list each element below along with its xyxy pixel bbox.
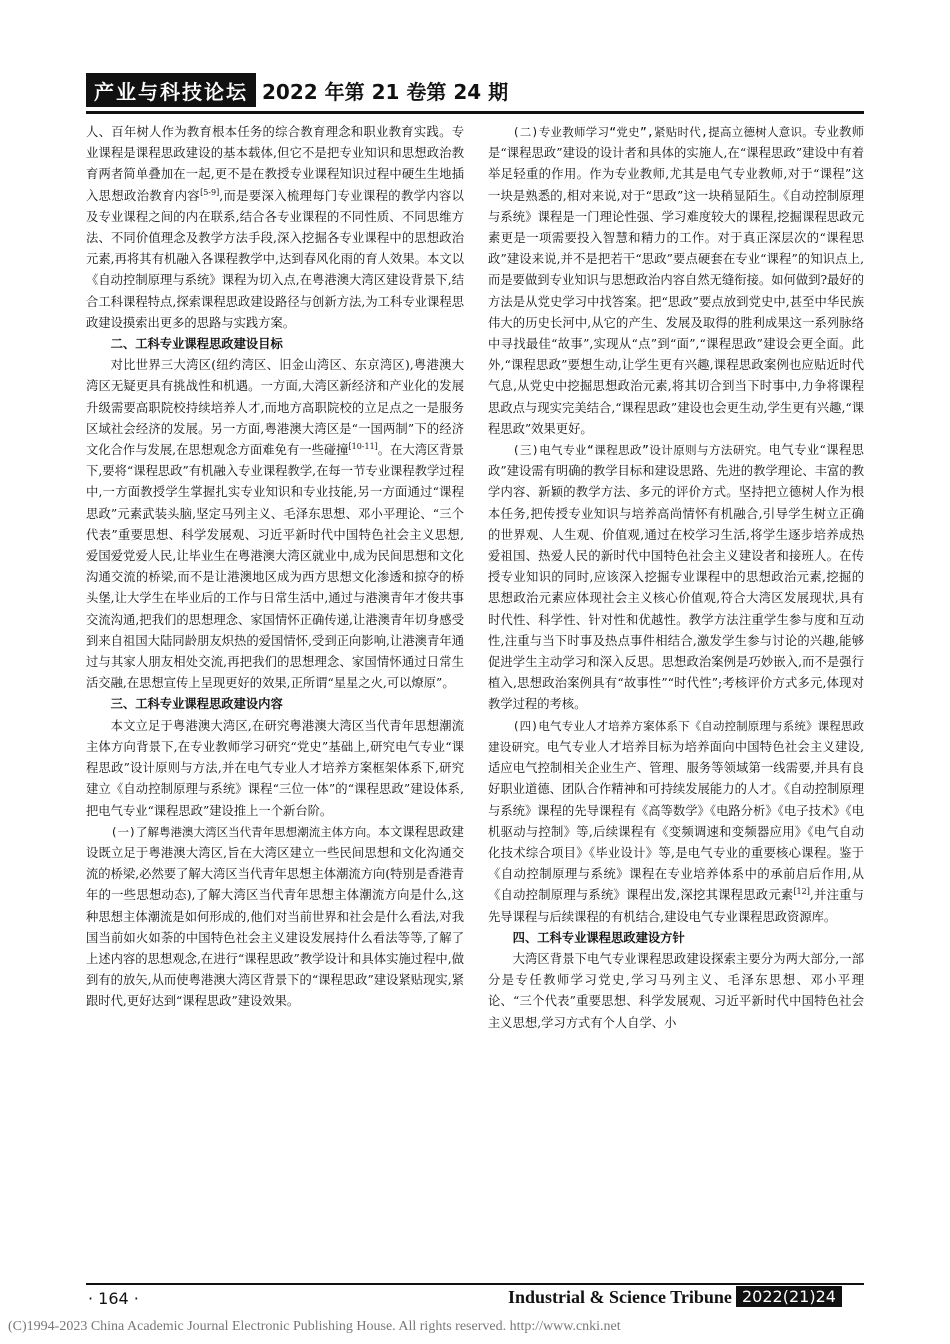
text-run: 人、百年树人作为教育根本任务的综合教育理念和职业教育实践。专业课程是课程思政建设的基本载体,但它不是把专业知识和思想政治教育两者简单叠加在一起,更不是在教授专业课程知识过程中硬生生地插入思想政治教育内容 (86, 125, 464, 203)
left-column (86, 122, 464, 1013)
citation: [12] (793, 887, 810, 897)
copyright-notice: (C)1994-2023 China Academic Journal Electronic Publishing House. All rights reserved. http://www.cnki.net (8, 1319, 621, 1334)
footer-rule (86, 1283, 864, 1285)
page-number: · 164 · (88, 1289, 139, 1308)
section-heading: 二、工科专业课程思政建设目标 (110, 337, 283, 352)
paragraph: 本文立足于粤港澳大湾区,在研究粤港澳大湾区当代青年思想潮流主体方向背景下,在专业教师学习研究“党史”基础上,研究电气专业“课程思政”设计原则与方法,并在电气专业人才培养方案框架体系下,研究建立《自动控制原理与系统》课程“三位一体”的“课程思政”建设体系,把电气专业“课程思政”建设推上一个新台阶。 (86, 718, 464, 818)
issue-badge: 2022(21)24 (736, 1286, 842, 1307)
citation: [5-9] (200, 187, 220, 197)
text-run: 。在大湾区背景下,要将“课程思政”有机融入专业课程教学,在每一节专业课程教学过程中,一方面教授学生掌握扎实专业知识和专业技能,另一方面通过“课程思政”元素武装头脑,坚定马列主义、毛泽东思想、邓小平理论、“三个代表”重要思想、科学发展观、习近平新时代中国特色社会主义思想,爱国爱党爱人民,让毕业生在粤港澳大湾区就业中,成为民间思想和文化沟通交流的桥梁,而不是让港澳地区成为西方思想文化渗透和掠夺的桥头堡,让大学生在毕业后的工作与日常生活中,通过与港澳青年才俊共事交流沟通,把我们的思想理念、家国情怀正确传递,让港澳青年切身感受到来自祖国大陆同龄朋友炽热的爱国情怀,受到正向影响,让港澳青年通过与其家人朋友相处交流,再把我们的思想理念、家国情怀通过日常生活交融,在思想宣传上呈现更好的效果,正所谓“星星之火,可以燎原”。 (86, 443, 464, 691)
text-run: 对比世界三大湾区(纽约湾区、旧金山湾区、东京湾区),粤港澳大湾区无疑更具有挑战性和机遇。一方面,大湾区新经济和产业化的发展升级需要高职院校持续培养人才,而地方高职院校的立足点之一是服务区域社会经济的发展。另一方面,粤港澳大湾区是“一国两制”下的经济文化合作与发展,在思想观念方面难免有一些碰撞 (86, 358, 464, 458)
issue-label: 2022 年第 21 卷第 24 期 (262, 79, 509, 104)
text-run: ,并注重与先导课程与后续课程的有机结合,建设电气专业课程思政资源库。 (488, 888, 864, 924)
paragraph (86, 822, 464, 1013)
journal-header (86, 73, 508, 107)
text-run: 本文课程思政建设既立足于粤港澳大湾区,旨在大湾区建立一些民间思想和文化沟通交流的桥梁,必然要了解大湾区当代青年思想主体潮流方向(特别是香港青年的一些思想动态),了解大湾区当代青年思想主体潮流方向是什么,这种思想主体潮流是如何形成的,他们对当前世界和社会是什么看法,对我国当前如火如荼的中国特色社会主义建设发展持什么看法等等,了解了上述内容的思想观念,在进行“课程思政”教学设计和具体实施过程中,做到有的放矢,从而使粤港澳大湾区背景下的“课程思政”建设紧贴现实,紧跟时代,更好达到“课程思政”建设效果。 (86, 824, 464, 1009)
subsection-title: (三)电气专业“课程思政”设计原则与方法研究。 (512, 443, 769, 458)
text-run: 专业教师是“课程思政”建设的设计者和具体的实施人,在“课程思政”建设中有着举足轻重的作用。作为专业教师,尤其是电气专业教师,对于“课程”这一块是熟悉的,相对来说,对于“思政”这一块稍显陌生。《自动控制原理与系统》课程是一门理论性强、学习难度较大的课程,挖掘课程思政元素更是一项需要投入智慧和精力的工作。对于真正深层次的“课程思政”建设来说,并不是把若干“思政”要点硬套在专业“课程”的知识点上,而是要做到专业知识与思想政治内容自然无缝衔接。如何做到?最好的方法是从党史学习中找答案。把“思政”要点放到党史中,甚至中华民族伟大的历史长河中,从它的产生、发展及取得的胜利成果这一系列脉络中寻找最佳“故事”,实现从“点”到“面”,“课程思政”建设会更全面。此外,“课程思政”要想生动,让学生更有兴趣,课程思政案例也应贴近时代气息,从党史中挖掘思想政治元素,将其切合到当下时事中,力争将课程思政点与现实完美结合,“课程思政”建设也会更生动,学生更有兴趣,“课程思政”效果更好。 (488, 125, 864, 436)
subsection-title: (一)了解粤港澳大湾区当代青年思想潮流主体方向。 (110, 824, 378, 839)
section-heading: 三、工科专业课程思政建设内容 (110, 697, 283, 712)
paragraph: 大湾区背景下电气专业课程思政建设探索主要分为两大部分,一部分是专任教师学习党史,学习马列主义、毛泽东思想、邓小平理论、“三个代表”重要思想、科学发展观、习近平新时代中国特色社会主义思想,学习方式有个人自学、小 (488, 951, 864, 1030)
header-rule (86, 111, 864, 114)
paragraph (488, 122, 864, 440)
text-run: 电气专业“课程思政”建设需有明确的教学目标和建设思路、先进的教学理论、丰富的教学内容、新颖的教学方法、多元的评价方式。坚持把立德树人作为根本任务,把传授专业知识与培养高尚情怀有机融合,引导学生树立正确的世界观、人生观、价值观,通过在校学习生活,将学生逐步培养成热爱祖国、热爱人民的新时代中国特色社会主义建设者和接班人。在传授专业知识的同时,应该深入挖掘专业课程中的思想政治元素,挖掘的思想政治元素应体现社会主义核心价值观,符合大湾区发展现状,具有时代性、科学性、针对性和优越性。教学方法注重学生参与度和互动性,注重与当下时事及热点事件相结合,激发学生参与讨论的兴趣,能够促进学生主动学习和深入反思。思想政治案例是巧妙嵌入,而不是强行植入,思想政治案例具有“故事性”“时代性”;考核评价方式多元,体现对教学过程的考核。 (488, 443, 864, 712)
subsection-title: (二)专业教师学习“党史”,紧贴时代,提高立德树人意识。 (512, 125, 815, 139)
section-heading: 四、工科专业课程思政建设方针 (512, 930, 685, 945)
citation: [10-11] (348, 441, 378, 451)
journal-name-en: Industrial & Science Tribune (508, 1287, 732, 1307)
text-run: 电气专业人才培养目标为培养面向中国特色社会主义建设,适应电气控制相关企业生产、管理、服务等领域第一线需要,并具有良好职业道德、团队合作精神和可持续发展能力的人才。《自动控制原理与系统》课程的先导课程有《高等数学》《电路分析》《电子技术》《电机驱动与控制》等,后续课程有《变频调速和变频器应用》《电气自动化技术综合项目》《毕业设计》等,是电气专业的重要核心课程。鉴于《自动控制原理与系统》课程在专业培养体系中的承前启后作用,从《自动控制原理与系统》课程出发,深挖其课程思政元素 (488, 739, 864, 903)
paragraph (86, 355, 464, 694)
text-run: ,而是要深入梳理每门专业课程的教学内容以及专业课程之间的内在联系,结合各专业课程的不同性质、不同思维方法、不同价值理念及教学方法手段,深入挖掘各专业课程中的思想政治元素,再将其有机融入各课程教学中,达到春风化雨的育人效果。本文以《自动控制原理与系统》课程为切入点,在粤港澳大湾区建设背景下,结合工科课程特点,探索课程思政建设路径与创新方法,为工科专业课程思政建设摸索出更多的思路与实践方案。 (86, 188, 464, 330)
paragraph (488, 716, 864, 928)
subsection-title: (四)电气专业人才培养方案体系下《自动控制原理与系统》课程思政建设研究。 (488, 718, 864, 754)
paragraph (86, 122, 464, 334)
right-column (488, 122, 864, 1034)
paragraph (488, 440, 864, 716)
journal-name: 产业与科技论坛 (86, 73, 256, 107)
